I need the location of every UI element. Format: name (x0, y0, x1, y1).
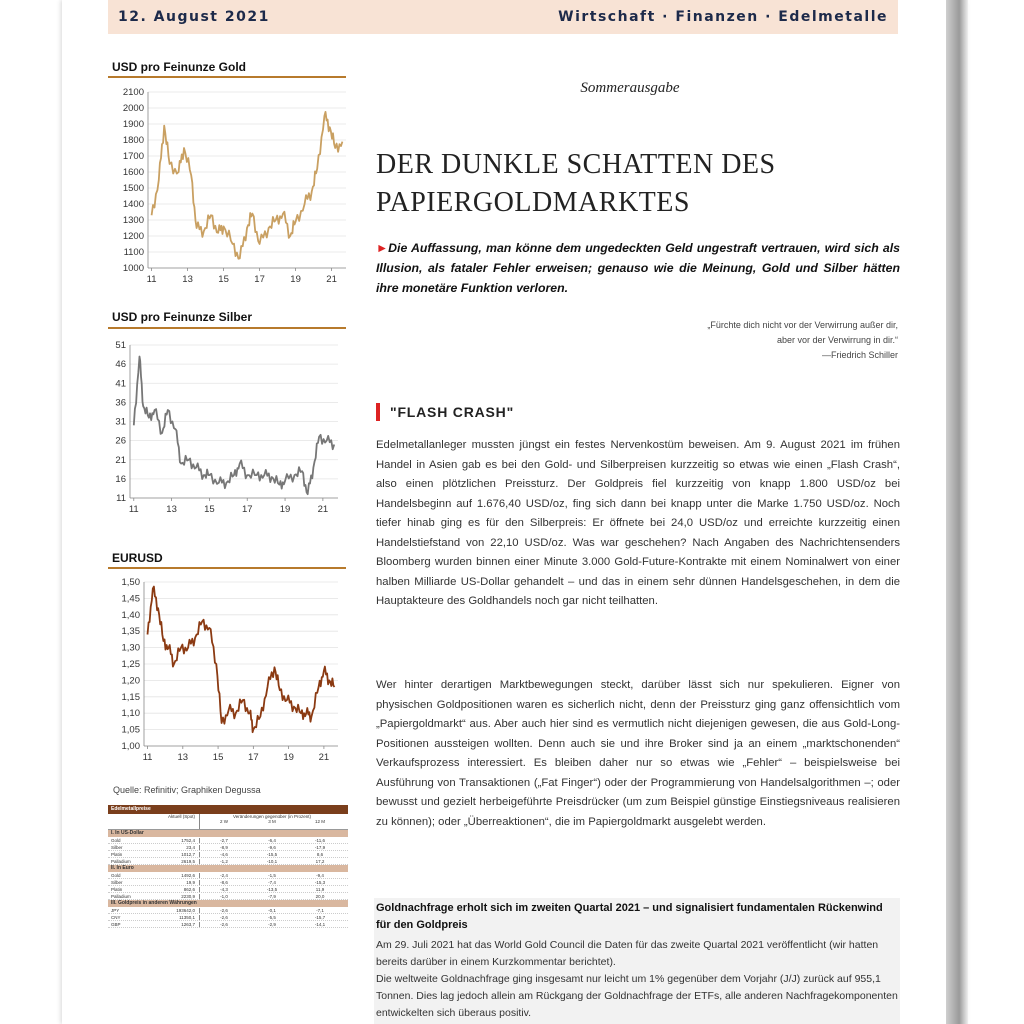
header-section: Wirtschaft · Finanzen · Edelmetalle (558, 9, 888, 25)
y-tick-label: 26 (115, 435, 126, 447)
y-tick-label: 31 (115, 416, 126, 428)
table-cell: -11,6 (315, 837, 325, 843)
table-cell: -2,9 (268, 921, 276, 927)
table-cell: -4,3 (220, 886, 228, 892)
x-tick-label: 17 (248, 752, 259, 763)
table-cell: -1,5 (268, 872, 276, 878)
table-cell: 11350,1 (164, 915, 200, 920)
y-tick-label: 36 (115, 397, 126, 409)
table-cell: -1,0 (220, 893, 228, 899)
table-cell: Palladium (111, 893, 131, 899)
info-box-paragraph-1: Am 29. Juli 2021 hat das World Gold Council die Daten für das zweite Quartal 2021 veröffentlicht (wir hatten bereits darüber in einem Kurzkommentar berichtet). (376, 939, 879, 968)
table-cell: Palladium (111, 858, 131, 864)
y-tick-label: 1900 (122, 119, 144, 130)
x-tick-label: 21 (318, 752, 330, 763)
x-tick-label: 19 (290, 274, 301, 285)
table-cell: 862,6 (164, 887, 200, 892)
table-cell: 2230,9 (164, 894, 200, 899)
header-date: 12. August 2021 (118, 9, 270, 25)
section-marker (376, 403, 380, 421)
y-tick-label: 1,50 (121, 577, 140, 588)
y-tick-label: 1,05 (121, 724, 140, 736)
x-tick-label: 19 (283, 752, 294, 763)
headline-line-2: PAPIERGOLDMARKTES (376, 187, 690, 218)
x-tick-label: 13 (182, 274, 193, 285)
table-row (108, 837, 348, 844)
y-tick-label: 1,40 (121, 609, 140, 621)
y-tick-label: 46 (115, 359, 126, 371)
table-cell: -17,9 (314, 844, 326, 850)
y-tick-label: 1,25 (121, 659, 140, 670)
silver-price-chart (108, 333, 348, 533)
y-tick-label: 1100 (123, 247, 144, 258)
table-cell: -7,9 (268, 893, 276, 899)
y-tick-label: 1,00 (121, 741, 140, 752)
x-tick-label: 15 (218, 274, 229, 285)
table-section-header: III. Goldpreis in anderen Währungen (108, 900, 348, 907)
table-cell: Silber (111, 844, 123, 850)
eurusd-chart (108, 570, 348, 780)
silver-chart-rule (108, 327, 346, 329)
table-cell: 17,2 (315, 858, 325, 864)
table-col-changes (200, 814, 344, 829)
table-cell: -8,9 (220, 844, 228, 850)
table-cell: -2,6 (220, 907, 228, 913)
table-cell: 11,9 (315, 886, 325, 892)
series-line (152, 112, 343, 259)
y-tick-label: 1300 (122, 215, 144, 226)
table-title: Edelmetallpreise (108, 805, 348, 814)
table-cell: -6,4 (268, 837, 276, 843)
table-cell: -15,7 (314, 914, 326, 920)
y-tick-label: 21 (115, 454, 126, 466)
y-tick-label: 11 (116, 493, 126, 504)
epigraph-quote (600, 318, 898, 363)
table-cell: -7,1 (316, 907, 324, 913)
article-paragraph-2: Wer hinter derartigen Marktbewegungen steckt, darüber lässt sich nur spekulieren. Eigner von physischen Goldpositionen waren es sicherlich nicht, denn der Preissturz ging ganz offensichtlich vom „Papiergoldmarkt“ aus. Aber auch hier sind es vermutlich nicht diejenigen gewesen, die aus Gold-Long-Positionen aussteigen wollten. Denn auch sie und ihre Broker sind ja an einem „marktschonenden“ Verkaufsprozess interessiert. Es bleiben daher nur so etwas wie „Fehler“ – beispielsweise bei Ausführung von Transaktionen („Fat Finger“) oder der Programmierung von Handelsalgorithmen –; oder bewusst und gezielt herbeigeführte Preisdrücker (um zum Beispiel günstige Einstiegsniveaus realisieren zu können); oder „Überreaktionen“, die im Papiergoldmarkt ausgelebt werden. (376, 679, 900, 828)
x-tick-label: 17 (241, 504, 253, 515)
table-row (108, 914, 348, 921)
x-tick-label: 11 (146, 274, 157, 285)
y-tick-label: 1,30 (121, 642, 140, 654)
y-tick-label: 1,10 (121, 708, 140, 720)
lead-arrow-icon: ► (376, 241, 389, 255)
y-tick-label: 1,45 (121, 593, 140, 605)
table-cell: -15,3 (314, 879, 326, 885)
table-cell: -10,1 (266, 858, 278, 864)
table-cell: -8,6 (220, 879, 228, 885)
x-tick-label: 13 (177, 752, 189, 763)
table-period-2w: 2 W (219, 819, 228, 824)
table-row (108, 844, 348, 851)
table-cell: Silber (111, 879, 123, 885)
table-body (108, 830, 348, 928)
table-cell: JPY (111, 907, 120, 913)
info-box-title: Goldnachfrage erholt sich im zweiten Quartal 2021 – und signalisiert fundamentalen Rückenwind für den Goldpreis (376, 902, 883, 931)
table-cell: Platin (111, 851, 123, 857)
x-tick-label: 15 (212, 752, 224, 763)
x-tick-label: 11 (128, 504, 139, 515)
article-paragraph-1: Edelmetallanleger mussten jüngst ein festes Nervenkostüm beweisen. Am 9. August 2021 im frühen Handel in Asien gab es bei den Gold- und Silberpreisen kurzzeitig so etwas wie einen „Flash Crash“, also einen plötzlichen Preissturz. Der Goldpreis fiel kurzzeitig von knapp 1.800 USD/oz bei Handelsbeginn auf 1.676,40 USD/oz, fing sich dann bei knapp unter die Marke 1.750 USD/oz. Noch tiefer hinab ging es für den Silberpreis: Er öffnete bei 24,0 USD/oz und erreichte kurzzeitig einen Handelstiefstand von 22,10 USD/oz. Was war geschehen? Nach Angaben des Nachrichtensenders Bloomberg wurden binnen einer Minute 3.000 Gold-Future-Kontrakte mit einem Nominalwert von einer halben Milliarde US-Dollar gehandelt – und das in einem sehr dünnen Handelsgeschehen, in dem die Hauptakteure des Goldhandels noch gar nicht teilhatten. (376, 439, 900, 607)
y-tick-label: 1,15 (121, 691, 140, 703)
table-cell: 1012,7 (164, 852, 200, 857)
table-period-12m: 12 M (314, 819, 325, 824)
quote-author: —Friedrich Schiller (821, 350, 898, 360)
x-tick-label: 21 (317, 504, 329, 515)
table-row (108, 872, 348, 879)
article-headline (376, 146, 876, 222)
table-cell: -9,6 (268, 844, 276, 850)
table-row (108, 879, 348, 886)
section-heading-text: "FLASH CRASH" (390, 404, 515, 420)
table-cell: Gold (111, 872, 121, 878)
y-tick-label: 1000 (122, 263, 144, 274)
edition-label: Sommerausgabe (580, 80, 680, 96)
table-cell: Gold (111, 837, 121, 843)
table-cell: 20,0 (315, 893, 325, 899)
quote-line-1: „Fürchte dich nicht vor der Verwirrung außer dir, (707, 320, 898, 330)
table-cell: 1492,6 (164, 873, 200, 878)
table-cell: 1263,7 (164, 922, 200, 927)
eurusd-chart-rule (108, 567, 346, 569)
table-cell: 2619,5 (164, 859, 200, 864)
x-tick-label: 15 (204, 504, 215, 515)
table-cell: -13,5 (266, 886, 278, 892)
silver-chart-title: USD pro Feinunze Silber (112, 310, 253, 324)
x-tick-label: 17 (254, 274, 265, 285)
quote-line-2: aber vor der Verwirrung in dir.“ (776, 335, 898, 345)
article-lead (376, 238, 900, 298)
table-cell: -5,5 (268, 914, 276, 920)
info-box-paragraph-2: Die weltweite Goldnachfrage ging insgesamt nur leicht um 1% gegenüber dem Vorjahr (J/J) zurück auf 955,1 Tonnen. Dies lag jedoch allein am Rückgang der Goldnachfrage der ETFs, alle anderen Nachfragekomponenten entwickelten sich überaus positiv. (376, 973, 898, 1019)
table-cell: -7,4 (268, 879, 276, 885)
gold-chart-rule (108, 76, 346, 78)
series-line (148, 587, 335, 733)
eurusd-chart-title: EURUSD (112, 551, 163, 565)
table-cell: -2,4 (220, 872, 228, 878)
lead-text: Die Auffassung, man könne dem ungedeckten Geld ungestraft vertrauen, wird sich als Illusion, als fataler Fehler erweisen; genauso wie die Meinung, Gold und Silber hätten ihre monetäre Funktion verloren. (376, 241, 900, 295)
gold-chart-title: USD pro Feinunze Gold (112, 60, 246, 74)
table-cell: -14,1 (314, 921, 326, 927)
y-tick-label: 1,20 (121, 675, 140, 687)
series-line (134, 357, 334, 495)
precious-metals-table (108, 805, 348, 928)
table-col-price: Aktuell (Spot) (164, 814, 200, 829)
table-row (108, 858, 348, 865)
table-cell: GBP (111, 921, 121, 927)
table-cell: 19,9 (164, 880, 200, 885)
table-row (108, 893, 348, 900)
chart-source-note: Quelle: Refinitiv; Graphiken Degussa (113, 785, 261, 795)
table-section-header: II. In Euro (108, 865, 348, 872)
x-tick-label: 13 (166, 504, 177, 515)
x-tick-label: 11 (142, 752, 153, 763)
y-tick-label: 1800 (122, 135, 144, 146)
y-tick-label: 1600 (122, 167, 144, 178)
page-header (108, 0, 898, 34)
table-row (108, 921, 348, 928)
x-tick-label: 19 (279, 504, 291, 515)
y-tick-label: 16 (115, 473, 126, 485)
y-tick-label: 2100 (122, 87, 144, 98)
table-cell: -4,6 (220, 851, 228, 857)
table-cell: -9,4 (316, 872, 324, 878)
y-tick-label: 1,35 (121, 626, 140, 638)
table-cell: 1752,4 (164, 838, 200, 843)
table-cell: -15,5 (266, 851, 278, 857)
table-cell: 23,4 (164, 845, 200, 850)
x-tick-label: 21 (326, 274, 337, 285)
table-row (108, 886, 348, 893)
y-tick-label: 1700 (122, 151, 144, 162)
table-cell: -1,2 (220, 858, 228, 864)
table-column-header (108, 814, 348, 830)
table-cell: 8,6 (316, 851, 324, 857)
table-row (108, 851, 348, 858)
section-heading (376, 402, 514, 422)
table-col-blank (108, 814, 164, 829)
table-period-3m: 3 M (268, 819, 276, 824)
headline-line-1: DER DUNKLE SCHATTEN DES (376, 149, 776, 180)
y-tick-label: 1400 (122, 199, 144, 210)
info-box-text (376, 937, 898, 1022)
table-cell: CNY (111, 914, 121, 920)
table-cell: -2,6 (220, 914, 228, 920)
page-edge-shadow (946, 0, 968, 1024)
table-cell: -0,1 (268, 907, 276, 913)
table-col-changes-label: Veränderungen gegenüber (in Prozent) (232, 814, 312, 819)
table-cell: Platin (111, 886, 123, 892)
y-tick-label: 1500 (122, 183, 144, 194)
y-tick-label: 41 (115, 378, 126, 390)
y-tick-label: 1200 (122, 231, 144, 242)
table-cell: -2,7 (220, 837, 228, 843)
gold-price-chart (108, 80, 348, 300)
table-cell: -2,6 (220, 921, 228, 927)
y-tick-label: 51 (115, 340, 126, 351)
table-row (108, 907, 348, 914)
table-cell: 193642,0 (164, 908, 200, 913)
table-section-header: I. In US-Dollar (108, 830, 348, 837)
y-tick-label: 2000 (122, 103, 144, 114)
